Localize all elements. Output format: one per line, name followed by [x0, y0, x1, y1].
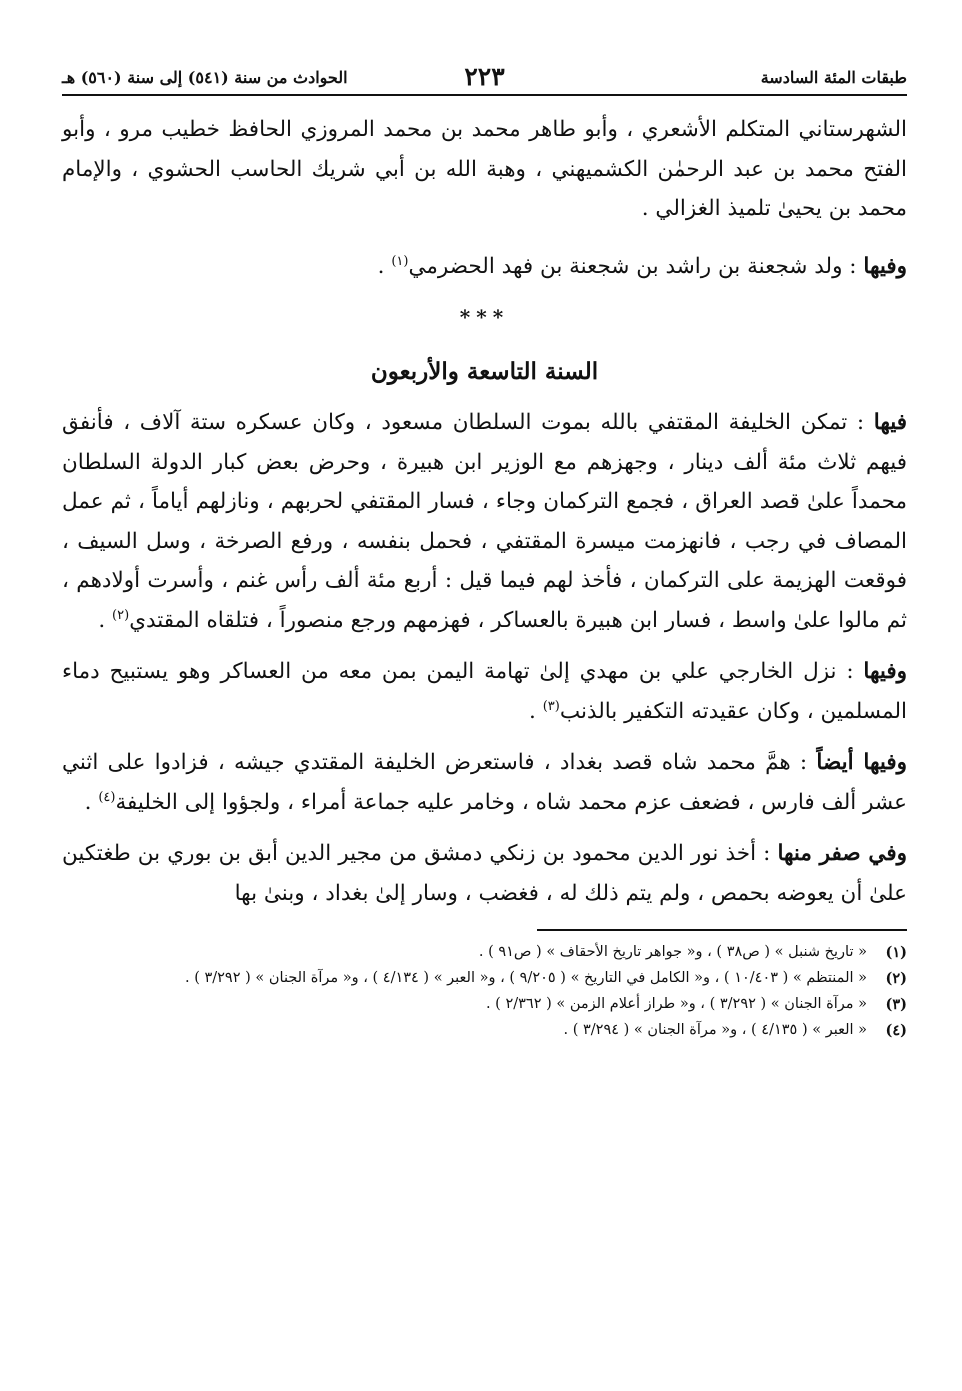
footnote-text: « تاريخ شنبل » ( ص٣٨ ) ، و« جواهر تاريخ الأحقاف » ( ص٩١ ) . [478, 944, 867, 960]
paragraph-end: . [529, 698, 543, 724]
book-page [62, 62, 907, 1322]
event-paragraph [62, 652, 907, 731]
footnote-text: « مرآة الجنان » ( ٣/٢٩٢ ) ، و« طراز أعلام الزمن » ( ٢/٣٦٢ ) . [485, 996, 867, 1012]
footnote-item [62, 941, 907, 964]
footnote-item [62, 1019, 907, 1042]
chapter-range-header: الحوادث من سنة (٥٤١) إلى سنة (٥٦٠) هـ [62, 68, 348, 87]
paragraph-text: : أخذ نور الدين محمود بن زنكي دمشق من مجير الدين أبق بن بوري بن طغتكين علىٰ أن يعوضه بحمص ، ولم يتم ذلك له ، فغضب ، وسار إلىٰ بغداد ، وبنىٰ بها [62, 841, 907, 906]
paragraph-text: : نزل الخارجي علي بن مهدي إلىٰ تهامة اليمن بمن معه من العساكر وهو يستبيح دماء المسلمين ، وكان عقيدته التكفير بالذنب [62, 659, 907, 724]
paragraph-lead: وفي صفر منها [777, 841, 907, 866]
paragraph-text: : ولد شجعنة بن راشد بن شجعنة بن فهد الحضرمي [408, 253, 864, 279]
running-header [62, 62, 907, 96]
paragraph-end: . [84, 789, 99, 815]
footnote-ref[interactable]: (٤) [98, 789, 116, 805]
event-paragraph [62, 403, 907, 640]
footnote-ref[interactable]: (٣) [542, 698, 560, 714]
paragraph-lead: وفيها أيضاً [816, 750, 908, 775]
paragraph-text: : تمكن الخليفة المقتفي بالله بموت السلطان مسعود ، وكان عسكره ستة آلاف ، فأنفق فيهم ثلاث مئة ألف دينار ، وجهزهم مع الوزير ابن هبيرة ، وحرض بعض كبار الدولة السلطان محمداً علىٰ قصد العراق ، فجمع التركمان وجاء ، فسار المقتفي لحربهم ، ونازلهم أياماً ، ثم عمل المصاف في رجب ، فانهزمت ميسرة المقتفي ، فحمل بنفسه ، ورفع الصرخة ، وسل السيف ، فوقعت الهزيمة على التركمان ، فأخذ لهم فيما قيل : أربع مئة ألف رأس غنم ، وأسرت أولادهم ، ثم مالوا علىٰ واسط ، فسار ابن هبيرة بالعساكر ، فهزمهم ورجع منصوراً ، فتلقاه المقتدي [62, 410, 907, 633]
book-title-header: طبقات المئة السادسة [760, 68, 907, 87]
paragraph-lead: وفيها [863, 659, 907, 684]
footnote-ref[interactable]: (٢) [112, 607, 130, 623]
footnote-number: (١) [885, 944, 907, 961]
event-paragraph [62, 743, 907, 822]
footnote-item [62, 967, 907, 990]
paragraph-end: . [98, 607, 113, 633]
paragraph-lead: فيها [873, 410, 907, 435]
birth-paragraph [62, 247, 907, 287]
event-paragraph [62, 834, 907, 913]
footnote-ref[interactable]: (١) [391, 253, 409, 269]
footnotes [62, 941, 907, 1042]
footnote-text: « المنتظم » ( ١٠/٤٠٣ ) ، و« الكامل في التاريخ » ( ٩/٢٠٥ ) ، و« العبر » ( ٤/١٣٤ ) ، و« مرآة الجنان » ( ٣/٢٩٢ ) . [184, 970, 867, 986]
footnote-number: (٣) [885, 996, 907, 1013]
footnote-number: (٤) [885, 1022, 907, 1039]
paragraph-text: : همَّ محمد شاه قصد بغداد ، فاستعرض الخليفة المقتدي جيشه ، فزادوا على اثني عشر ألف فارس ، فضعف عزم محمد شاه ، وخامر عليه جماعة أمراء ، ولجؤوا إلى الخليفة [62, 750, 907, 815]
paragraph-lead: وفيها [863, 253, 907, 279]
section-separator: *** [459, 305, 510, 329]
footnote-item [62, 993, 907, 1016]
page-number: ٢٢٣ [464, 62, 505, 91]
intro-paragraph: الشهرستاني المتكلم الأشعري ، وأبو طاهر محمد بن محمد المروزي الحافظ خطيب مرو ، وأبو الفتح محمد بن عبد الرحمٰن الكشميهني ، وهبة الله بن أبي شريك الحاسب الحشوي ، والإمام محمد بن يحيىٰ تلميذ الغزالي . [62, 117, 907, 221]
footnote-divider [537, 929, 907, 931]
main-text [62, 110, 907, 913]
footnote-text: « العبر » ( ٤/١٣٥ ) ، و« مرآة الجنان » ( ٣/٢٩٤ ) . [563, 1022, 867, 1038]
footnote-number: (٢) [885, 970, 907, 987]
paragraph-end: . [377, 253, 392, 279]
section-title: السنة التاسعة والأربعون [370, 357, 599, 385]
